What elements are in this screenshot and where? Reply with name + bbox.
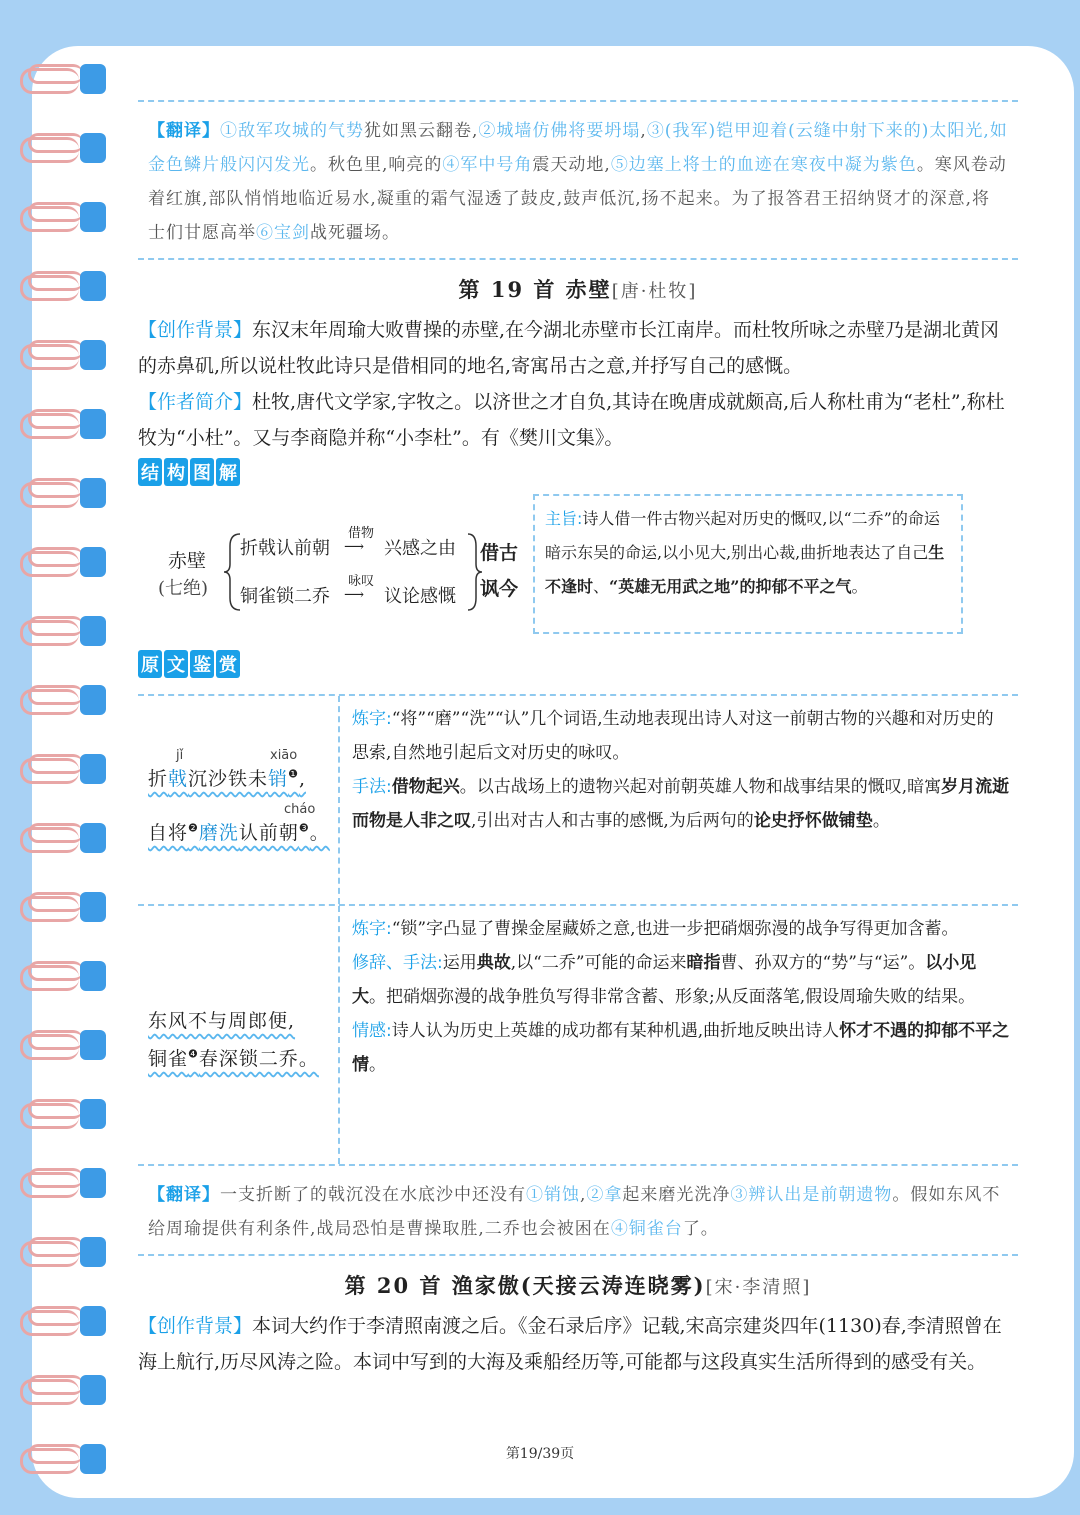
divider [138, 1254, 1018, 1256]
stanza-2-notes: 炼字:“锁”字凸显了曹操金屋藏娇之意,也进一步把硝烟弥漫的战争写得更加含蓄。 修辞、手法:运用典故,以“二乔”可能的命运来暗指曹、孙双方的“势”与“运”。以小见大。把硝烟弥漫的战争胜负写得非常含蓄、形象;从反面落笔,假设周瑜失败的结果。 情感:诗人认为历史上英雄的成功都有某种机遇,曲折地反映出诗人怀才不遇的抑郁不平之情。 [352, 919, 1010, 1075]
poem-20-title: 第 20 首 渔家傲(天接云涛连晓雾)[宋·李清照] [344, 1273, 812, 1298]
binding-ring [14, 1097, 110, 1131]
binding-ring [14, 1304, 110, 1338]
stanza-1-row [138, 696, 1018, 904]
arrow1: ⟶ [344, 539, 365, 555]
stanza-1-line-1: 折戟沉沙铁未销$^❶$, [148, 767, 306, 790]
structure-end1: 借古 [480, 542, 519, 564]
stanza-1-notes: 炼字:“将”“磨”“洗”“认”几个词语,生动地表现出诗人对这一前朝古物的兴趣和对历史的思索,自然地引起后文对历史的咏叹。 手法:借物起兴。以古战场上的遗物兴起对前朝英雄人物和战事结果的慨叹,暗寓岁月流逝而物是人非之叹,引出对古人和古事的感慨,为后两句的论史抒怀做铺垫。 [352, 709, 1010, 831]
binding-ring [14, 338, 110, 372]
arrow2: ⟶ [344, 587, 365, 603]
binding-ring [14, 200, 110, 234]
divider [138, 258, 1018, 260]
binding-ring [14, 62, 110, 96]
stanza-2 [138, 906, 340, 1164]
binding-ring [14, 269, 110, 303]
structure-form: (七绝) [158, 578, 209, 599]
page-content [138, 100, 1018, 1380]
appreciation-badge: 原 文 鉴 赏 [138, 650, 242, 678]
structure-result1: 兴感之由 [384, 538, 456, 559]
binding-ring [14, 407, 110, 441]
binding-ring [14, 683, 110, 717]
stanza-2-row [138, 906, 1018, 1164]
binding-ring [14, 545, 110, 579]
binding-ring [14, 959, 110, 993]
translation-block-18: 【翻译】①敌军攻城的气势犹如黑云翻卷,②城墙仿佛将要坍塌,③(我军)铠甲迎着(云缝中射下来的)太阳光,如金色鳞片般闪闪发光。秋色里,响亮的④军中号角震天动地,⑤边塞上将士的血迹在寒夜中凝为紫色。寒风卷动着红旗,部队悄悄地临近易水,凝重的霜气湿透了鼓皮,鼓声低沉,扬不起来。为了报答君王招纳贤才的深意,将士们甘愿高举⑥宝剑战死疆场。 [148, 121, 1008, 243]
binding-ring [14, 752, 110, 786]
stanza-1: jǐ xiāo 折戟沉沙铁未销$^❶$, cháo 自将$^❷$磨洗认前朝$^❸$。 [138, 696, 340, 904]
binding-ring [14, 890, 110, 924]
structure-line2: 铜雀锁二乔 [240, 586, 330, 607]
structure-end2: 讽今 [480, 578, 519, 600]
binding-ring [14, 1235, 110, 1269]
binding-ring [14, 614, 110, 648]
theme-box: 主旨:诗人借一件古物兴起对历史的慨叹,以“二乔”的命运暗示东吴的命运,以小见大,别出心裁,曲折地表达了自己生不逢时、“英雄无用武之地”的抑郁不平之气。 [533, 494, 963, 634]
binding-ring [14, 821, 110, 855]
stanza-1-line-2: 自将$^❷$磨洗认前朝$^❸$。 [148, 821, 330, 844]
poem-19-author-intro: 【作者简介】杜牧,唐代文学家,字牧之。以济世之才自负,其诗在晚唐成就颇高,后人称杜甫为“老杜”,称杜牧为“小杜”。又与李商隐并称“小李杜”。有《樊川文集》。 [138, 391, 1005, 449]
binding-ring [14, 476, 110, 510]
stanza-2-line-2: 铜雀$^❹$春深锁二乔。 [148, 1047, 319, 1070]
spiral-binding [14, 62, 114, 1482]
structure-name: 赤壁 [168, 550, 207, 572]
structure-arrow2-label: 咏叹 [348, 574, 375, 589]
translation-block-19: 【翻译】一支折断了的戟沉没在水底沙中还没有①销蚀,②拿起来磨光洗净③辨认出是前朝遗物。假如东风不给周瑜提供有利条件,战局恐怕是曹操取胜,二乔也会被困在④铜雀台了。 [148, 1185, 1001, 1239]
structure-badge: 结 构 图 解 [138, 458, 242, 486]
poem-19-title: 第 19 首 赤壁[唐·杜牧] [458, 277, 698, 302]
binding-ring [14, 1028, 110, 1062]
binding-ring [14, 1373, 110, 1407]
structure-diagram [138, 488, 1018, 648]
binding-ring [14, 131, 110, 165]
structure-arrow1-label: 借物 [348, 526, 375, 541]
poem-20-background: 【创作背景】本词大约作于李清照南渡之后。《金石录后序》记载,宋高宗建炎四年(1130)春,李清照曾在海上航行,历尽风涛之险。本词中写到的大海及乘船经历等,可能都与这段真实生活所得到的感受有关。 [138, 1315, 1002, 1373]
structure-line1: 折戟认前朝 [240, 538, 330, 559]
stanza-2-line-1: 东风不与周郎便, [148, 1010, 296, 1032]
poem-19-background: 【创作背景】东汉末年周瑜大败曹操的赤壁,在今湖北赤壁市长江南岸。而杜牧所咏之赤壁乃是湖北黄冈的赤鼻矶,所以说杜牧此诗只是借相同的地名,寄寓吊古之意,并抒写自己的感慨。 [138, 319, 1000, 377]
structure-result2: 议论感慨 [384, 586, 456, 607]
page-number: 第19/39页 [505, 1446, 575, 1462]
binding-ring [14, 1166, 110, 1200]
